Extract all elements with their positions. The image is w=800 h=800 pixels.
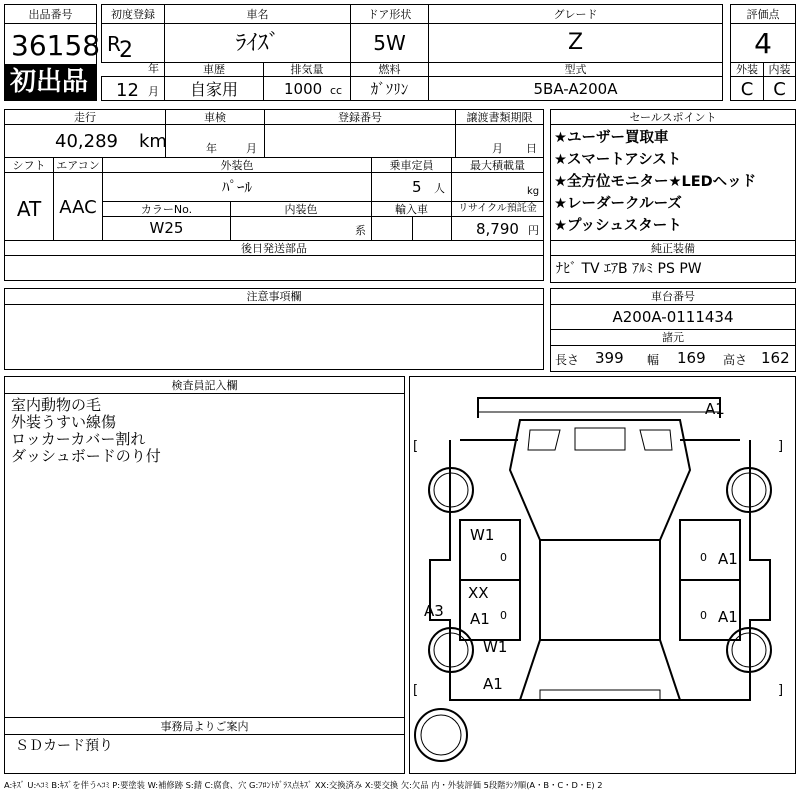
length: 399 — [595, 349, 624, 367]
inspector-label: 検査員記入欄 — [171, 379, 238, 392]
transfer-label: 譲渡書類期限 — [466, 111, 533, 124]
mark-front-bumper: A1 — [705, 400, 725, 418]
fuel-label: 燃料 — [378, 63, 401, 76]
lot-number: 36158 — [11, 29, 101, 62]
capacity: 5 — [412, 178, 422, 196]
mark-zero: 0 — [500, 609, 507, 622]
score: 4 — [754, 27, 772, 60]
first-listing-text: 初出品 — [10, 67, 89, 97]
inspector-line: 外装うすい線傷 — [11, 413, 117, 431]
reg-no-label: 登録番号 — [338, 111, 382, 124]
bracket-right: ] — [778, 683, 784, 698]
capacity-label: 乗車定員 — [389, 159, 434, 172]
ext-color: ﾊﾟｰﾙ — [221, 178, 252, 196]
notes-label: 注意事項欄 — [246, 290, 302, 303]
displacement-unit: cc — [330, 84, 343, 97]
int-color-label: 内装色 — [284, 203, 318, 216]
ac: AAC — [59, 197, 97, 218]
transfer-month-unit: 月 — [492, 142, 503, 155]
roof-outline — [540, 540, 660, 640]
inspector-line: 室内動物の毛 — [11, 396, 102, 414]
equipment-label: 純正装備 — [651, 242, 695, 255]
model: 5BA-A200A — [533, 80, 618, 98]
ext-color-label: 外装色 — [220, 159, 254, 172]
inspector-line: ダッシュボードのり付 — [11, 447, 161, 465]
bracket-left: [ — [413, 683, 419, 698]
chassis-number: A200A-0111434 — [612, 308, 734, 326]
mark-left-rear-a1: A1 — [470, 610, 490, 628]
mark-left-rear-xx: XX — [468, 584, 489, 602]
int-color-unit: 系 — [355, 224, 366, 237]
era: R — [107, 32, 121, 56]
displacement: 1000 — [284, 80, 323, 98]
import-label: 輸入車 — [395, 203, 428, 216]
capacity-unit: 人 — [434, 182, 445, 195]
year-unit: 年 — [148, 62, 159, 75]
mark-zero: 0 — [500, 551, 507, 564]
height: 162 — [761, 349, 790, 367]
recycle-unit: 円 — [528, 224, 539, 237]
sales-point-item: ★プッシュスタート — [554, 218, 682, 234]
chassis-label: 車台番号 — [651, 290, 695, 303]
width-label: 幅 — [647, 353, 660, 367]
reg-year: 2 — [119, 38, 133, 63]
interior-grade: C — [773, 79, 786, 100]
width: 169 — [677, 349, 706, 367]
equipment: ﾅﾋﾞ TV ｴｱB ｱﾙﾐ PS PW — [556, 261, 702, 277]
max-load-unit: kg — [527, 186, 540, 197]
grade: Z — [567, 30, 584, 55]
sales-point-item: ★レーダークルーズ — [554, 196, 682, 212]
shift: AT — [16, 197, 42, 221]
office-label: 事務局よりご案内 — [160, 720, 249, 733]
lot-label: 出品番号 — [28, 8, 73, 21]
history-label: 車歴 — [203, 63, 225, 76]
reg-month: 12 — [116, 80, 139, 101]
model-label: 型式 — [564, 63, 587, 76]
inspection-label: 車検 — [204, 111, 226, 124]
sales-point-item: ★ユーザー買取車 — [554, 130, 669, 146]
sales-point-item: ★全方位モニター★LEDヘッド — [554, 174, 757, 190]
legend: A:ｷｽﾞ U:ﾍｺﾐ B:ｷｽﾞを伴うﾍｺﾐ P:要塗装 W:補修跡 S:錆 C:腐食、穴 G:ﾌﾛﾝﾄｶﾞﾗｽ点ｷｽﾞ XX:交換済み X:要交換 欠:欠品 内・外装評価 5段階ﾗﾝｸ順(A・B・C・D・E) 2 — [4, 780, 603, 790]
car-name: ﾗｲｽﾞ — [235, 31, 280, 56]
mileage-label: 走行 — [74, 111, 96, 124]
bracket-left: [ — [413, 439, 419, 454]
inspection-month-unit: 月 — [246, 142, 257, 155]
bracket-right: ] — [778, 439, 784, 454]
max-load-label: 最大積載量 — [470, 159, 525, 172]
front-bumper-outline — [478, 398, 720, 418]
hood-outline — [510, 420, 690, 540]
mark-zero: 0 — [700, 609, 707, 622]
recycle: 8,790 — [476, 220, 519, 238]
length-label: 長さ — [555, 353, 580, 367]
displacement-label: 排気量 — [290, 63, 324, 76]
inspector-line: ロッカーカバー割れ — [11, 430, 146, 448]
recycle-label: リサイクル預託金 — [458, 203, 537, 214]
mark-left-quarter-w1: W1 — [483, 638, 508, 656]
door-label: ドア形状 — [367, 8, 412, 21]
color-no: W25 — [149, 219, 184, 237]
score-label: 評価点 — [746, 8, 780, 21]
door: 5W — [373, 31, 406, 55]
sales-points-label: セールスポイント — [629, 111, 717, 124]
month-unit: 月 — [148, 85, 159, 98]
ac-label: エアコン — [56, 159, 100, 172]
history: 自家用 — [189, 80, 238, 99]
spare-wheel — [415, 709, 467, 761]
shift-label: シフト — [12, 159, 46, 172]
rear-outline — [520, 640, 680, 700]
height-label: 高さ — [723, 353, 748, 367]
mark-left-quarter-a1: A1 — [483, 675, 503, 693]
transfer-day-unit: 日 — [526, 142, 537, 155]
exterior-label: 外装 — [736, 63, 758, 76]
office-note: ＳＤカード預り — [15, 738, 113, 754]
grade-label: グレード — [553, 8, 598, 21]
fuel: ｶﾞｿﾘﾝ — [370, 80, 409, 98]
spec-label: 諸元 — [662, 331, 684, 344]
mark-right-rear: A1 — [718, 608, 738, 626]
mileage: 40,289 — [55, 131, 118, 152]
color-no-label: カラーNo. — [140, 203, 193, 216]
mark-right-front-door: A1 — [718, 550, 738, 568]
first-reg-label: 初度登録 — [111, 8, 155, 21]
interior-label: 内装 — [768, 63, 791, 76]
mileage-unit: km — [139, 131, 167, 152]
inspection-year-unit: 年 — [206, 142, 217, 155]
mark-left-front-door: W1 — [470, 526, 495, 544]
mark-zero: 0 — [700, 551, 707, 564]
later-parts-label: 後日発送部品 — [241, 242, 307, 255]
exterior-grade: C — [740, 79, 754, 100]
mark-left-rocker: A3 — [424, 602, 444, 620]
sales-point-item: ★スマートアシスト — [554, 152, 682, 168]
car-name-label: 車名 — [246, 8, 269, 21]
